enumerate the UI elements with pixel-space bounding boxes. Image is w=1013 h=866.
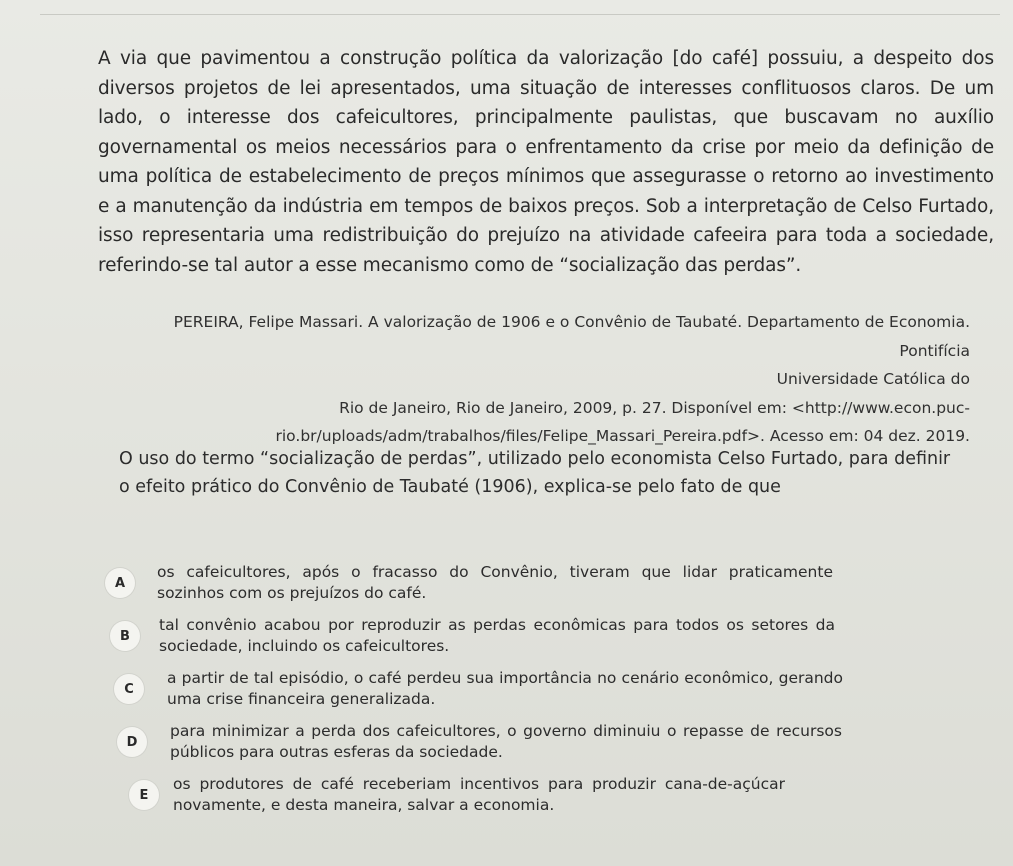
option-b-text[interactable]: tal convênio acabou por reproduzir as perdas econômicas para todos os setores da sociedade, incluindo os cafeicultores. [159, 616, 835, 655]
question-prompt: O uso do termo “socialização de perdas”, utilizado pelo economista Celso Furtado, para definir o efeito prático do Convênio de Taubaté (1906), explica-se pelo fato de que [119, 449, 951, 497]
option-e[interactable] [105, 774, 845, 827]
option-d[interactable] [105, 721, 845, 774]
citation-line: Rio de Janeiro, Rio de Janeiro, 2009, p. 27. Disponível em: <http://www.econ.puc- [339, 398, 970, 417]
option-a[interactable] [105, 562, 845, 615]
option-c[interactable] [105, 668, 845, 721]
citation-line: rio.br/uploads/adm/trabalhos/files/Felipe_Massari_Pereira.pdf>. Acesso em: 04 dez. 2019. [275, 427, 970, 445]
option-c-letter[interactable]: C [114, 674, 144, 704]
citation-line: Universidade Católica do [776, 370, 970, 388]
option-b-letter[interactable]: B [110, 621, 140, 651]
option-c-text[interactable]: a partir de tal episódio, o café perdeu sua importância no cenário econômico, gerando uma crise financeira generalizada. [167, 669, 843, 708]
citation-line: PEREIRA, Felipe Massari. A valorização de 1906 e o Convênio de Taubaté. Departamento de Economia. Pontifícia [173, 313, 970, 360]
option-e-text[interactable]: os produtores de café receberiam incentivos para produzir cana-de-açúcar novamente, e desta maneira, salvar a economia. [173, 775, 785, 814]
option-a-text[interactable]: os cafeicultores, após o fracasso do Convênio, tiveram que lidar praticamente sozinhos com os prejuízos do café. [157, 563, 833, 602]
citation [168, 308, 970, 451]
option-e-letter[interactable]: E [129, 780, 159, 810]
option-b[interactable] [105, 615, 845, 668]
option-d-text[interactable]: para minimizar a perda dos cafeicultores, o governo diminuiu o repasse de recursos públicos para outras esferas da sociedade. [170, 722, 842, 761]
top-divider [40, 14, 1000, 15]
passage-text: A via que pavimentou a construção política da valorização [do café] possuiu, a despeito dos diversos projetos de lei apresentados, uma situação de interesses conflituosos claros. De um lado, o interesse dos cafeicultores, principalmente paulistas, que buscavam no auxílio governamental os meios necessários para o enfrentamento da crise por meio da definição de uma política de estabelecimento de preços mínimos que assegurasse o retorno ao investimento e a manutenção da indústria em tempos de baixos preços. Sob a interpretação de Celso Furtado, isso representaria uma redistribuição do prejuízo na atividade cafeeira para toda a sociedade, referindo-se tal autor a esse mecanismo como de “socialização das perdas”. [98, 48, 994, 276]
option-a-letter[interactable]: A [105, 568, 135, 598]
option-d-letter[interactable]: D [117, 727, 147, 757]
answer-options [105, 562, 845, 827]
